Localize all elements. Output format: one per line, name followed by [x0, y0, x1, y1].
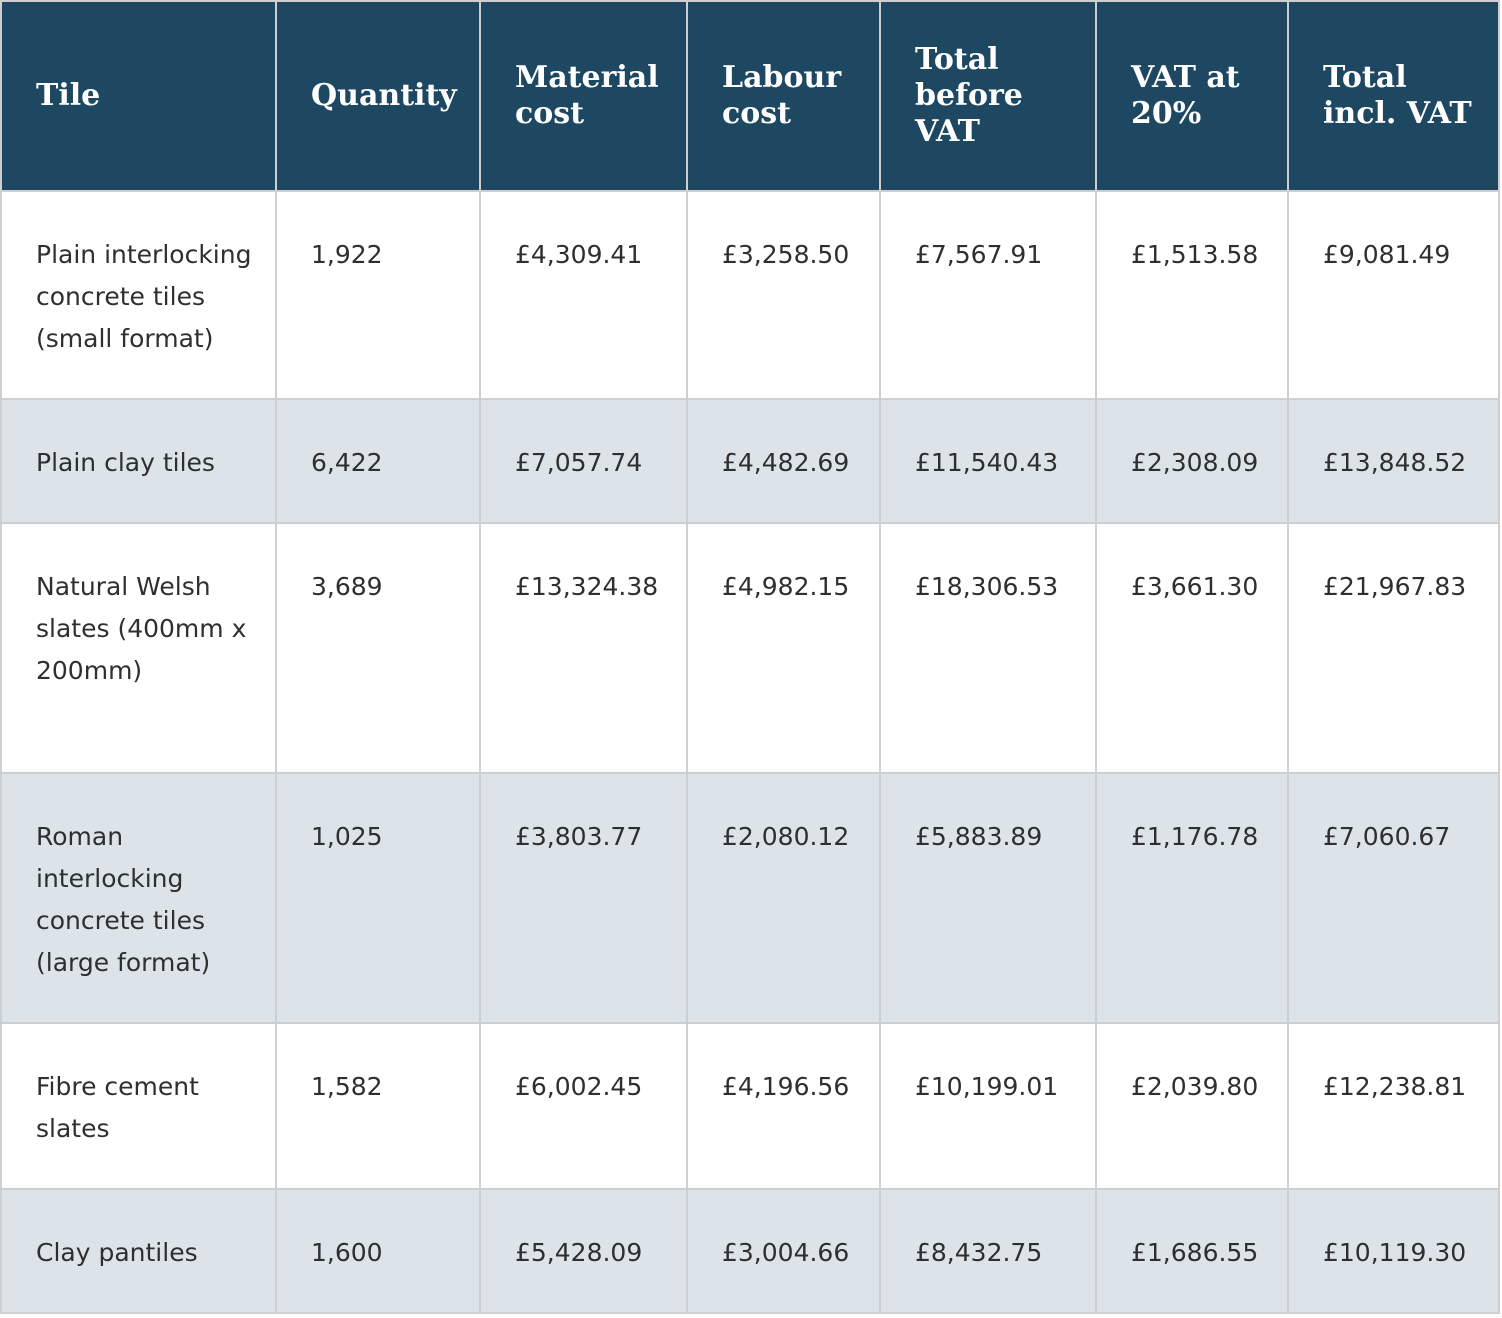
cell-quantity: 1,600: [276, 1189, 480, 1313]
table-row: [1, 1023, 1499, 1189]
cell-material-cost: £13,324.38: [480, 523, 687, 773]
cell-material-cost: £3,803.77: [480, 773, 687, 1023]
cell-tile: Plain interlocking concrete tiles (small format): [1, 191, 276, 399]
table-row: [1, 523, 1499, 773]
table-header: [1, 1, 1499, 191]
cell-quantity: 1,582: [276, 1023, 480, 1189]
cell-material-cost: £5,428.09: [480, 1189, 687, 1313]
cell-material-cost: £4,309.41: [480, 191, 687, 399]
cell-material-cost: £7,057.74: [480, 399, 687, 523]
cell-tile: Clay pantiles: [1, 1189, 276, 1313]
header-labour-cost: Labour cost: [687, 1, 880, 191]
header-material-cost: Material cost: [480, 1, 687, 191]
header-total-incl-vat: Total incl. VAT: [1288, 1, 1499, 191]
header-total-before-vat: Total before VAT: [880, 1, 1096, 191]
cell-total-before-vat: £7,567.91: [880, 191, 1096, 399]
cell-total-before-vat: £11,540.43: [880, 399, 1096, 523]
cell-vat: £1,176.78: [1096, 773, 1288, 1023]
cell-vat: £1,686.55: [1096, 1189, 1288, 1313]
header-tile: Tile: [1, 1, 276, 191]
header-row: [1, 1, 1499, 191]
cell-total-before-vat: £10,199.01: [880, 1023, 1096, 1189]
cell-total-incl-vat: £10,119.30: [1288, 1189, 1499, 1313]
cell-material-cost: £6,002.45: [480, 1023, 687, 1189]
table-row: [1, 399, 1499, 523]
table-row: [1, 1189, 1499, 1313]
cell-tile: Fibre cement slates: [1, 1023, 276, 1189]
cell-tile: Roman interlocking concrete tiles (large format): [1, 773, 276, 1023]
cell-vat: £2,039.80: [1096, 1023, 1288, 1189]
cell-total-incl-vat: £13,848.52: [1288, 399, 1499, 523]
cell-total-before-vat: £18,306.53: [880, 523, 1096, 773]
cell-total-incl-vat: £7,060.67: [1288, 773, 1499, 1023]
cell-total-incl-vat: £9,081.49: [1288, 191, 1499, 399]
cell-vat: £1,513.58: [1096, 191, 1288, 399]
cell-quantity: 3,689: [276, 523, 480, 773]
cell-quantity: 1,922: [276, 191, 480, 399]
cell-vat: £3,661.30: [1096, 523, 1288, 773]
cell-labour-cost: £4,982.15: [687, 523, 880, 773]
table-body: [1, 191, 1499, 1313]
cell-total-before-vat: £5,883.89: [880, 773, 1096, 1023]
cell-labour-cost: £2,080.12: [687, 773, 880, 1023]
header-quantity: Quantity: [276, 1, 480, 191]
cell-quantity: 1,025: [276, 773, 480, 1023]
cell-vat: £2,308.09: [1096, 399, 1288, 523]
cell-labour-cost: £4,482.69: [687, 399, 880, 523]
cell-tile: Plain clay tiles: [1, 399, 276, 523]
cell-labour-cost: £3,004.66: [687, 1189, 880, 1313]
header-vat: VAT at 20%: [1096, 1, 1288, 191]
cell-total-before-vat: £8,432.75: [880, 1189, 1096, 1313]
table-row: [1, 773, 1499, 1023]
table-row: [1, 191, 1499, 399]
cell-total-incl-vat: £21,967.83: [1288, 523, 1499, 773]
cell-quantity: 6,422: [276, 399, 480, 523]
cell-tile: Natural Welsh slates (400mm x 200mm): [1, 523, 276, 773]
cell-labour-cost: £3,258.50: [687, 191, 880, 399]
cell-total-incl-vat: £12,238.81: [1288, 1023, 1499, 1189]
cell-labour-cost: £4,196.56: [687, 1023, 880, 1189]
